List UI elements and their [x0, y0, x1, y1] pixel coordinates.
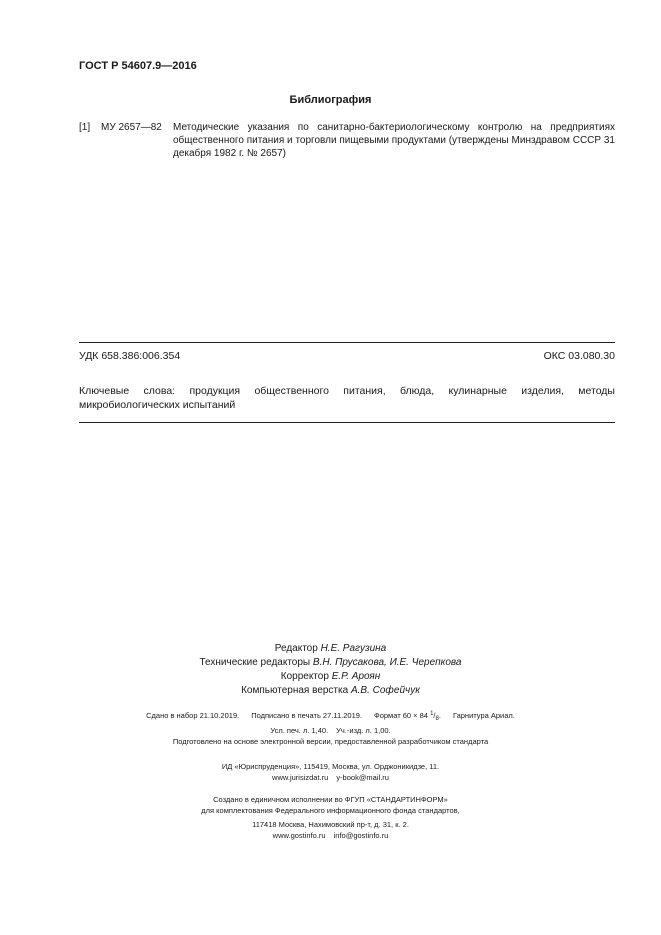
- created-line-1: Создано в единичном исполнении во ФГУП «СТАНДАРТИНФОРМ»: [213, 795, 448, 804]
- print-details: [0, 709, 661, 736]
- publisher-info: [0, 761, 661, 783]
- divider-top: [79, 342, 615, 343]
- keywords-label: Ключевые слова:: [79, 385, 176, 397]
- credit-tech-label: Технические редакторы: [199, 657, 311, 668]
- standard-designation: ГОСТ Р 54607.9—2016: [79, 60, 197, 72]
- credit-layout: [0, 684, 661, 698]
- prepared-note: Подготовлено на основе электронной версии, предоставленной разработчиком стандарта: [172, 737, 489, 746]
- publisher-site-link[interactable]: www.jurisizdat.ru: [272, 773, 329, 782]
- submitted-date: Сдано в набор 21.10.2019.: [146, 711, 240, 720]
- keywords-text: продукция общественного питания, блюда, кулинарные изделия, методы микробиологических испытаний: [79, 385, 615, 411]
- bibliography-entry-code: МУ 2657—82: [101, 122, 162, 133]
- credit-layout-name: А.В. Софейчук: [350, 685, 420, 696]
- credits-block: [0, 642, 661, 698]
- credit-editor-name: Н.Е. Рагузина: [320, 643, 387, 654]
- keywords-block: [79, 384, 615, 412]
- bibliography-entry-number: [1]: [79, 122, 91, 133]
- credit-corrector-label: Корректор: [280, 671, 329, 682]
- credit-corrector: [0, 670, 661, 684]
- paper-format: Формат 60 × 84 $^1/_8$.: [374, 711, 441, 722]
- credit-tech-editors: [0, 656, 661, 670]
- standartinform-address: 117418 Москва, Нахимовский пр-т, д. 31, к. 2.: [252, 820, 409, 829]
- credit-editor-label: Редактор: [274, 643, 318, 654]
- created-info: [0, 794, 661, 816]
- credit-layout-label: Компьютерная верстка: [241, 685, 349, 696]
- credit-corrector-name: Е.Р. Ароян: [331, 671, 381, 682]
- credit-editor: [0, 642, 661, 656]
- divider-bottom: [79, 422, 615, 423]
- bibliography-title: Библиография: [289, 94, 372, 106]
- created-line-2: для комплектования Федерального информационного фонда стандартов,: [201, 806, 460, 815]
- standartinform-info: [0, 819, 661, 841]
- oks-code: ОКС 03.080.30: [543, 350, 615, 362]
- credit-tech-names: В.Н. Прусакова, И.Е. Черепкова: [312, 657, 462, 668]
- udc-code: УДК 658.386:006.354: [79, 350, 181, 362]
- print-sheets: Усл. печ. л. 1,40.: [270, 726, 329, 735]
- publisher-email-link[interactable]: y-book@mail.ru: [336, 773, 389, 782]
- gostinfo-site-link[interactable]: www.gostinfo.ru: [272, 831, 326, 840]
- font-name: Гарнитура Ариал.: [452, 711, 515, 720]
- bibliography-entry-text: Методические указания по санитарно-бактериологическому контролю на предприятиях общественного питания и торговли пищевыми продуктами (утверждены Минздравом СССР 31 декабря 1982 г. № 2657): [173, 122, 615, 159]
- publisher-address: ИД «Юриспруденция», 115419, Москва, ул. Орджоникидзе, 11.: [221, 762, 440, 771]
- gostinfo-email-link[interactable]: info@gostinfo.ru: [333, 831, 389, 840]
- publisher-sheets: Уч.-изд. л. 1,00.: [336, 726, 391, 735]
- signed-date: Подписано в печать 27.11.2019.: [251, 711, 363, 720]
